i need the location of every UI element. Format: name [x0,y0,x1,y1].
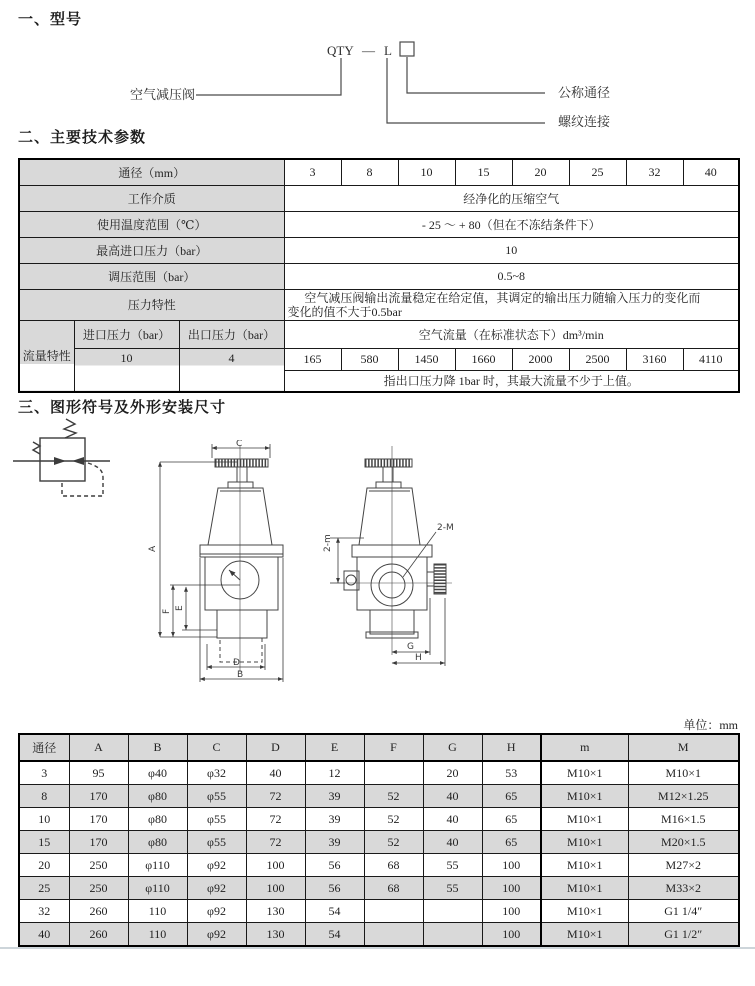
side-port-hole [346,575,356,585]
dim-table-row [19,785,739,808]
dim-cell: M10×1 [541,877,628,900]
pressure-characteristic-text [284,289,739,320]
spec-value: 0.5~8 [284,263,739,289]
dim-cell: φ110 [128,877,187,900]
knob [215,459,268,467]
dim-cell: 52 [364,831,423,854]
dim-cell: 40 [423,808,482,831]
flow-value: 165 [284,348,341,370]
label-bore: 公称通径 [558,85,611,100]
knob-collar [228,482,253,488]
flow-note: 指出口压力降 1bar 时，其最大流量不少于上值。 [284,370,739,392]
dim-cell: 56 [305,854,364,877]
dim-cell: 52 [364,785,423,808]
dim-header: M [628,734,739,761]
dim-cell: 100 [246,877,305,900]
dim-header: 通径 [19,734,69,761]
dim-header: A [69,734,128,761]
dim-cell: 32 [19,900,69,923]
dim-cell: 170 [69,831,128,854]
dim-cell: 250 [69,877,128,900]
spring-symbol [64,419,76,438]
bore-placeholder-box [400,42,414,56]
dim-cell: 100 [482,877,541,900]
spec-value: 15 [455,159,512,185]
dim-table-row [19,900,739,923]
spec-value: 20 [512,159,569,185]
dim-cell: M33×2 [628,877,739,900]
dim-cell: 100 [482,923,541,947]
flow-value: 2000 [512,348,569,370]
dim-cell: φ92 [187,923,246,947]
dim-cell: 72 [246,831,305,854]
dimension-drawings [140,440,470,710]
dim-cell: 54 [305,923,364,947]
dim-label-b: B [237,670,244,680]
knob-stem [237,467,247,482]
dim-label-h: H [415,653,422,663]
dim-cell: 170 [69,785,128,808]
dim-header: H [482,734,541,761]
spec-value: 25 [569,159,626,185]
dim-table-row [19,923,739,947]
dim-cell: 40 [19,923,69,947]
dim-cell: φ80 [128,808,187,831]
side-knob-stem [427,572,434,586]
dim-cell: φ80 [128,831,187,854]
dim-cell: M10×1 [541,761,628,785]
spec-value: 40 [683,159,739,185]
dim-cell: G1 1/4″ [628,900,739,923]
dim-table-row [19,854,739,877]
unit-note: 单位：mm [683,718,738,732]
dim-header: C [187,734,246,761]
dim-cell: 65 [482,785,541,808]
dim-header: G [423,734,482,761]
dim-cell: 72 [246,785,305,808]
page-bottom-divider [0,947,755,949]
dim-cell: M10×1 [541,923,628,947]
dim-cell: 260 [69,900,128,923]
spec-value: 10 [284,237,739,263]
dim-cell: 52 [364,808,423,831]
dim-cell: 55 [423,854,482,877]
dim-label-2m-big: 2-M [437,523,454,533]
dim-cell: 53 [482,761,541,785]
flange [200,545,283,557]
dim-cell: 110 [128,900,187,923]
dim-table-row [19,808,739,831]
dim-header: B [128,734,187,761]
side-view [344,446,452,655]
dim-cell: M16×1.5 [628,808,739,831]
dim-cell: 3 [19,761,69,785]
dim-cell [423,900,482,923]
spec-row-range [19,263,739,289]
dim-label-2m-small: 2-m [323,534,333,552]
spec-row-max-inlet [19,237,739,263]
spec-row-flow-values [19,348,739,370]
arrow-right [54,457,66,465]
dim-cell: 39 [305,785,364,808]
dim-cell: 95 [69,761,128,785]
pneumatic-symbol [8,418,138,538]
dim-cell: M10×1 [541,831,628,854]
dim-cell: M10×1 [541,808,628,831]
dim-cell: 55 [423,877,482,900]
dim-cell [364,761,423,785]
model-dash: — [362,43,375,58]
dim-cell: 56 [305,877,364,900]
model-code-diagram [0,30,755,130]
label-thread: 螺纹连接 [558,114,611,129]
section3-heading: 三、图形符号及外形安装尺寸 [18,400,227,416]
dim-cell: G1 1/2″ [628,923,739,947]
dim-header: F [364,734,423,761]
dim-cell: M12×1.25 [628,785,739,808]
dim-cell: 12 [305,761,364,785]
spec-value: 8 [341,159,398,185]
flow-value: 4110 [683,348,739,370]
dim-label-c: C [236,440,243,449]
label-valve: 空气减压阀 [130,87,196,102]
dim-cell: 130 [246,923,305,947]
pressure-line2: 变化的值不大于0.5bar [287,304,402,319]
dim-cell: 170 [69,808,128,831]
dim-cell: 260 [69,923,128,947]
dim-cell: 40 [423,831,482,854]
model-code: QTY [327,43,354,58]
dim-cell: 65 [482,831,541,854]
knob-stem [383,467,393,482]
dim-label-a: A [148,545,158,552]
spec-label: 压力特性 [19,289,284,320]
gauge-needle [229,570,240,580]
spec-value: 10 [398,159,455,185]
air-flow-header: 空气流量（在标准状态下）dm³/min [284,320,739,348]
leader-bore [407,57,545,93]
dim-cell: M10×1 [541,900,628,923]
dim-cell: 100 [246,854,305,877]
dim-cell: 40 [423,785,482,808]
dim-cell: 25 [19,877,69,900]
dim-label-f: F [162,608,172,614]
dim-cell: φ92 [187,877,246,900]
spec-table [18,158,740,393]
dim-cell: φ55 [187,808,246,831]
dim-cell: 110 [128,923,187,947]
spec-label: 通径（mm） [19,159,284,185]
spec-label: 工作介质 [19,185,284,211]
dim-cell: 65 [482,808,541,831]
dim-cell: 10 [19,808,69,831]
section1-heading: 一、型号 [18,12,83,28]
dim-cell: 250 [69,854,128,877]
dim-cell: 100 [482,854,541,877]
dim-label-g: G [407,642,414,652]
dim-cell: 68 [364,877,423,900]
dim-cell: M10×1 [541,854,628,877]
dim-cell: φ40 [128,761,187,785]
spec-row-medium [19,185,739,211]
dim-cell: M10×1 [541,785,628,808]
spec-value: 3 [284,159,341,185]
dim-cell: 130 [246,900,305,923]
dim-cell: 39 [305,808,364,831]
dim-cell: φ80 [128,785,187,808]
flow-value: 1450 [398,348,455,370]
dim-header: E [305,734,364,761]
flow-value: 2500 [569,348,626,370]
dim-label-e: E [175,605,185,611]
spec-value: 32 [626,159,683,185]
dim-cell: 100 [482,900,541,923]
section2-heading: 二、主要技术参数 [18,130,147,146]
flow-value: 3160 [626,348,683,370]
lower-block [217,610,267,638]
spec-row-bore [19,159,739,185]
knob-collar [376,482,401,488]
inlet-pressure-value: 10 [74,348,179,392]
arrow-left [72,457,84,465]
dim-header-row [19,734,739,761]
hidden-section [220,638,262,662]
valve-body [205,557,278,610]
pressure-line1: 空气减压阀输出流量稳定在给定值，其调定的输出压力随输入压力的变化而 [304,290,701,305]
dim-cell [364,923,423,947]
pilot-line [62,463,103,496]
dim-cell: 20 [423,761,482,785]
dim-cell: M10×1 [628,761,739,785]
dim-cell: 68 [364,854,423,877]
dimension-table [18,733,740,947]
spec-row-flow-header [19,320,739,348]
spring-bonnet [359,488,420,545]
dim-cell: 15 [19,831,69,854]
flow-characteristic-label: 流量特性 [19,320,74,392]
flow-value: 580 [341,348,398,370]
front-view-dims [160,444,283,682]
outlet-pressure-value: 4 [179,348,284,392]
dim-cell: 40 [246,761,305,785]
spec-value: - 25 ～ + 80（但在不冻结条件下） [284,211,739,237]
dim-cell: φ92 [187,854,246,877]
dim-table-row [19,831,739,854]
dim-cell: 8 [19,785,69,808]
leader-thread [387,58,545,123]
front-view [200,446,283,672]
dim-header: D [246,734,305,761]
dim-cell: φ32 [187,761,246,785]
dim-cell [364,900,423,923]
inlet-pressure-header: 进口压力（bar） [74,320,179,348]
dim-cell: M27×2 [628,854,739,877]
dim-cell [423,923,482,947]
spec-label: 最高进口压力（bar） [19,237,284,263]
dim-cell: φ110 [128,854,187,877]
spec-label: 调压范围（bar） [19,263,284,289]
dim-table-row [19,761,739,785]
dim-label-d: D [233,658,240,668]
dim-cell: 72 [246,808,305,831]
model-type: L [384,43,392,58]
leader-valve [196,58,341,95]
outlet-pressure-header: 出口压力（bar） [179,320,284,348]
dim-cell: 39 [305,831,364,854]
spec-row-temp [19,211,739,237]
dim-table-row [19,877,739,900]
dim-cell: φ92 [187,900,246,923]
dim-cell: φ55 [187,831,246,854]
dim-cell: φ55 [187,785,246,808]
dim-cell: 54 [305,900,364,923]
dim-cell: M20×1.5 [628,831,739,854]
flow-value: 1660 [455,348,512,370]
spec-value: 经净化的压缩空气 [284,185,739,211]
spec-row-pressure [19,289,739,320]
adjuster-symbol [33,442,40,454]
spec-label: 使用温度范围（℃） [19,211,284,237]
dim-cell: 20 [19,854,69,877]
dim-header: m [541,734,628,761]
